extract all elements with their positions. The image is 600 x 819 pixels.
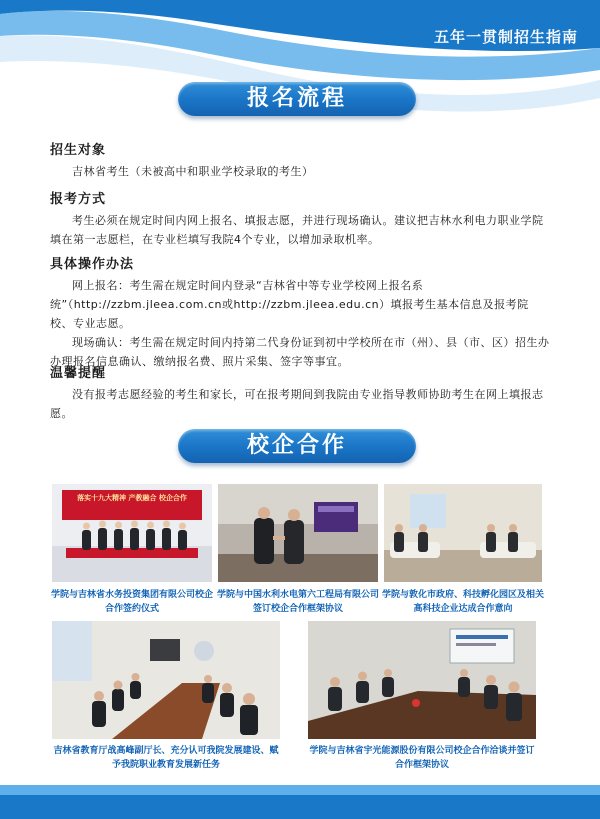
target-heading: 招生对象 <box>50 143 107 158</box>
photo1-banner-text: 落实十九大精神 产教融合 校企合作 <box>77 494 187 502</box>
tips-section <box>50 362 550 423</box>
steps-onsite: 现场确认：考生需在规定时间内持第二代身份证到初中学校所在市（州）、县（市、区）招生办办理报名信息确认、缴纳报名费、照片采集、签字等事宜。 <box>50 336 550 368</box>
method-text: 考生必须在规定时间内网上报名、填报志愿，并进行现场确认。建议把吉林水利电力职业学院填在第一志愿栏，在专业栏填写我院4个专业，以增加录取机率。 <box>50 214 544 246</box>
photo-conference-table <box>52 621 280 739</box>
tips-text: 没有报考志愿经验的考生和家长，可在报考期间到我院由专业指导教师协助考生在网上填报志愿。 <box>50 388 544 420</box>
target-text: 吉林省考生（未被高中和职业学校录取的考生） <box>72 165 314 178</box>
photo2-caption: 学院与中国水利水电第六工程局有限公司签订校企合作框架协议 <box>216 590 379 614</box>
photo4-caption: 吉林省教育厅战高峰副厅长、充分认可我院发展建设、赋予我院职业教育发展新任务 <box>53 746 279 770</box>
target-section <box>50 139 550 181</box>
section-title-cooperation: 校企合作 <box>178 429 416 463</box>
photo5-caption: 学院与吉林省宇光能源股份有限公司校企合作洽谈并签订合作框架协议 <box>309 746 535 770</box>
tips-heading: 温馨提醒 <box>50 366 107 381</box>
brand-title: 五年一贯制招生指南 <box>433 28 578 46</box>
steps-online: 网上报名：考生需在规定时间内登录“吉林省中等专业学校网上报名系统”（http://zzbm.jleea.com.cn或http://zzbm.jleea.edu.cn）填报考生基本信息及报考院校、专业志愿。 <box>50 279 529 330</box>
photo-handshake <box>218 484 378 582</box>
steps-section <box>50 253 550 371</box>
photo-meeting-sofa <box>384 484 542 582</box>
photo1-caption: 学院与吉林省水务投资集团有限公司校企合作签约仪式 <box>50 590 213 614</box>
steps-heading: 具体操作办法 <box>50 257 135 272</box>
section-title-registration: 报名流程 <box>178 82 416 116</box>
photo-negotiation-meeting <box>308 621 536 739</box>
method-section <box>50 188 550 249</box>
header-wave <box>0 0 600 160</box>
photo3-caption: 学院与敦化市政府、科技孵化园区及相关高科技企业达成合作意向 <box>381 590 544 614</box>
method-heading: 报考方式 <box>50 192 107 207</box>
photo-signing-ceremony <box>52 484 212 582</box>
footer-bar <box>0 795 600 819</box>
